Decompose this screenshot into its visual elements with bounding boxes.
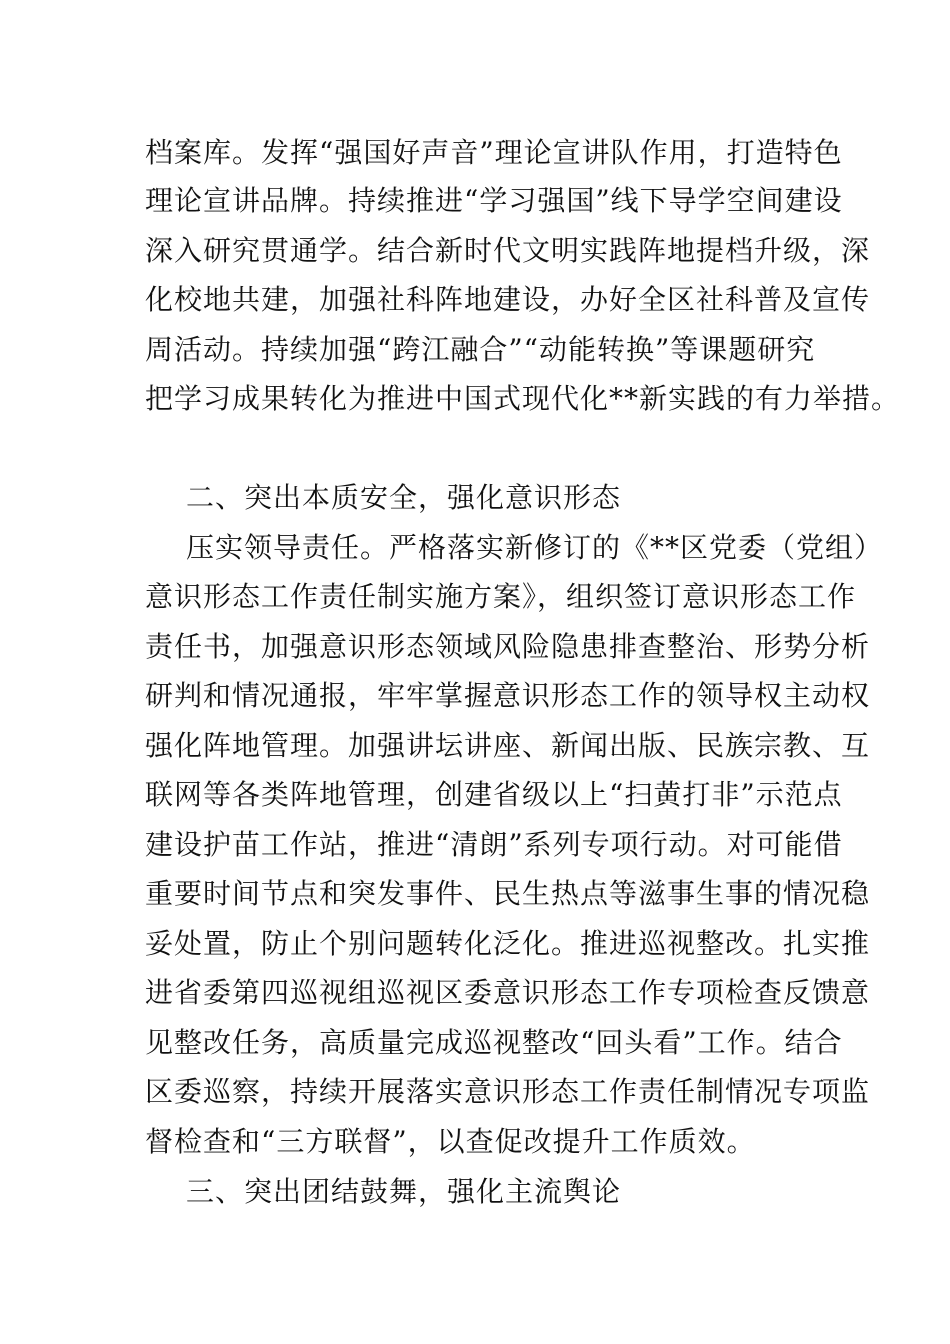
- section-heading-2: 二、突出本质安全，强化意识形态: [186, 481, 622, 514]
- body-line-3: 深入研究贯通学。结合新时代文明实践阵地提档升级，深: [145, 234, 871, 267]
- body-line-19: 督检查和“三方联督”，以查促改提升工作质效。: [145, 1125, 756, 1158]
- body-line-18: 区委巡察，持续开展落实意识形态工作责任制情况专项监: [145, 1075, 871, 1108]
- body-line-9: 责任书，加强意识形态领域风险隐患排查整治、形势分析: [145, 630, 871, 663]
- body-line-6: 把学习成果转化为推进中国式现代化**新实践的有力举措。: [145, 382, 901, 415]
- body-line-7: 压实领导责任。严格落实新修订的《**区党委（党组）: [186, 531, 884, 564]
- body-line-2: 理论宣讲品牌。持续推进“学习强国”线下导学空间建设: [145, 184, 843, 217]
- body-line-15: 妥处置，防止个别问题转化泛化。推进巡视整改。扎实推: [145, 927, 871, 960]
- body-line-8: 意识形态工作责任制实施方案》，组织签订意识形态工作: [145, 580, 857, 613]
- body-line-16: 进省委第四巡视组巡视区委意识形态工作专项检查反馈意: [145, 976, 871, 1009]
- body-line-12: 联网等各类阵地管理，创建省级以上“扫黄打非”示范点: [145, 778, 843, 811]
- body-line-1: 档案库。发挥“强国好声音”理论宣讲队作用，打造特色: [145, 136, 843, 169]
- body-line-11: 强化阵地管理。加强讲坛讲座、新闻出版、民族宗教、互: [145, 729, 871, 762]
- body-line-13: 建设护苗工作站，推进“清朗”系列专项行动。对可能借: [145, 828, 843, 861]
- section-heading-3: 三、突出团结鼓舞，强化主流舆论: [186, 1175, 622, 1208]
- body-line-5: 周活动。持续加强“跨江融合”“动能转换”等课题研究: [145, 333, 816, 366]
- body-line-17: 见整改任务，高质量完成巡视整改“回头看”工作。结合: [145, 1026, 843, 1059]
- body-line-14: 重要时间节点和突发事件、民生热点等滋事生事的情况稳: [145, 877, 871, 910]
- body-line-10: 研判和情况通报，牢牢掌握意识形态工作的领导权主动权: [145, 679, 871, 712]
- body-line-4: 化校地共建，加强社科阵地建设，办好全区社科普及宣传: [145, 283, 871, 316]
